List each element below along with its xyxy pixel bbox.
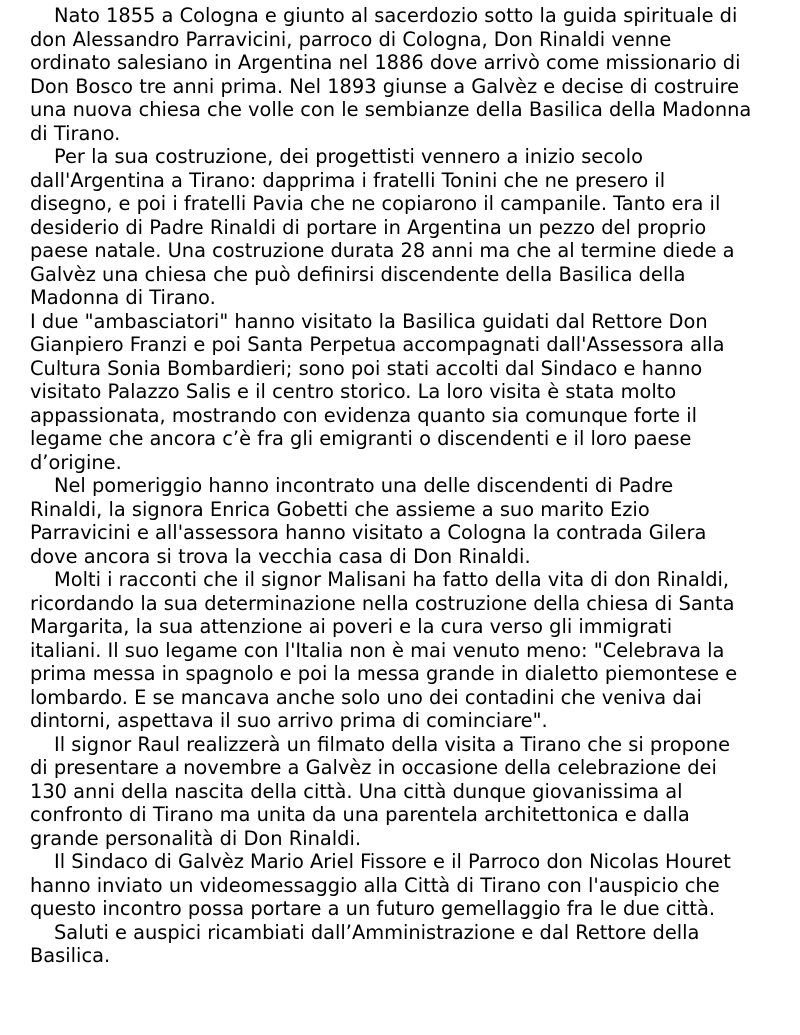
text-line: prima messa in spagnolo e poi la messa grande in dialetto piemontese e xyxy=(30,662,738,685)
text-line: I due "ambasciatori" hanno visitato la Basilica guidati dal Rettore Don xyxy=(30,309,708,333)
paragraph-6 xyxy=(30,733,800,851)
text-line: Parravicini e all'assessora hanno visitato a Cologna la contrada Gilera xyxy=(30,521,707,544)
paragraph-2 xyxy=(30,145,800,310)
text-line: legame che ancora c’è fra gli emigranti o discendenti e il loro paese xyxy=(30,427,692,450)
paragraph-3 xyxy=(30,310,800,475)
paragraph-7 xyxy=(30,850,800,921)
text-line: dall'Argentina a Tirano: dapprima i fratelli Tonini che ne presero il xyxy=(30,168,666,192)
text-line: grande personalità di Don Rinaldi. xyxy=(30,826,362,850)
text-line: don Alessandro Parravicini, parroco di Cologna, Don Rinaldi venne xyxy=(30,27,672,51)
paragraph-5 xyxy=(30,568,800,733)
text-line: lombardo. E se mancava anche solo uno dei contadini che veniva dai xyxy=(30,685,702,709)
paragraph-8 xyxy=(30,921,800,968)
text-line: italiani. Il suo legame con l'Italia non è mai venuto meno: "Celebrava la xyxy=(30,638,725,662)
text-line: dove ancora si trova la vecchia casa di Don Rinaldi. xyxy=(30,544,531,568)
text-line: Margarita, la sua attenzione ai poveri e la cura verso gli immigrati xyxy=(30,615,673,638)
text-line: Nel pomeriggio hanno incontrato una delle discendenti di Padre xyxy=(54,474,674,497)
text-line: Molti i racconti che il signor Malisani ha fatto della vita di don Rinaldi, xyxy=(54,568,730,591)
text-line: Don Bosco tre anni prima. Nel 1893 giunse a Galvèz e decise di costruire xyxy=(30,74,740,98)
text-line: desiderio di Padre Rinaldi di portare in Argentina un pezzo del proprio xyxy=(30,215,707,239)
text-line: Il Sindaco di Galvèz Mario Ariel Fissore e il Parroco don Nicolas Houret xyxy=(54,850,731,873)
text-line: d’origine. xyxy=(30,450,122,474)
text-line: di presentare a novembre a Galvèz in occasione della celebrazione dei xyxy=(30,756,717,779)
paragraph-4 xyxy=(30,474,800,568)
text-line: Il signor Raul realizzerà un filmato della visita a Tirano che si propone xyxy=(54,732,731,756)
text-line: Madonna di Tirano. xyxy=(30,286,216,309)
text-line: Basilica. xyxy=(30,944,111,967)
text-line: disegno, e poi i fratelli Pavia che ne copiarono il campanile. Tanto era il xyxy=(30,192,721,215)
text-line: una nuova chiesa che volle con le sembianze della Basilica della Madonna xyxy=(30,98,752,121)
article-body xyxy=(30,4,800,968)
text-line: Rinaldi, la signora Enrica Gobetti che assieme a suo marito Ezio xyxy=(30,497,650,521)
text-line: visitato Palazzo Salis e il centro storico. La loro visita è stata molto xyxy=(30,380,677,403)
text-line: di Tirano. xyxy=(30,121,121,145)
text-line: ordinato salesiano in Argentina nel 1886 dove arrivò come missionario di xyxy=(30,51,741,74)
text-line: 130 anni della nascita della città. Una città dunque giovanissima al xyxy=(30,779,683,803)
text-line: Per la sua costruzione, dei progettisti vennero a inizio secolo xyxy=(54,145,643,168)
text-line: Nato 1855 a Cologna e giunto al sacerdozio sotto la guida spirituale di xyxy=(54,4,738,27)
text-line: Galvèz una chiesa che può definirsi discendente della Basilica della xyxy=(30,262,686,286)
text-line: confronto di Tirano ma unita da una parentela architettonica e dalla xyxy=(30,803,690,826)
text-line: ricordando la sua determinazione nella costruzione della chiesa di Santa xyxy=(30,591,735,615)
paragraph-1 xyxy=(30,4,800,145)
text-line: appassionata, mostrando con evidenza quanto sia comunque forte il xyxy=(30,403,698,427)
text-line: Gianpiero Franzi e poi Santa Perpetua accompagnati dall'Assessora alla xyxy=(30,333,725,356)
text-line: paese natale. Una costruzione durata 28 anni ma che al termine diede a xyxy=(30,239,735,262)
text-line: Saluti e auspici ricambiati dall’Amministrazione e dal Rettore della xyxy=(54,920,700,944)
text-line: Cultura Sonia Bombardieri; sono poi stati accolti dal Sindaco e hanno xyxy=(30,356,703,380)
text-line: dintorni, aspettava il suo arrivo prima di cominciare". xyxy=(30,709,548,732)
text-line: questo incontro possa portare a un futuro gemellaggio fra le due città. xyxy=(30,897,716,920)
text-line: hanno inviato un videomessaggio alla Città di Tirano con l'auspicio che xyxy=(30,873,720,897)
